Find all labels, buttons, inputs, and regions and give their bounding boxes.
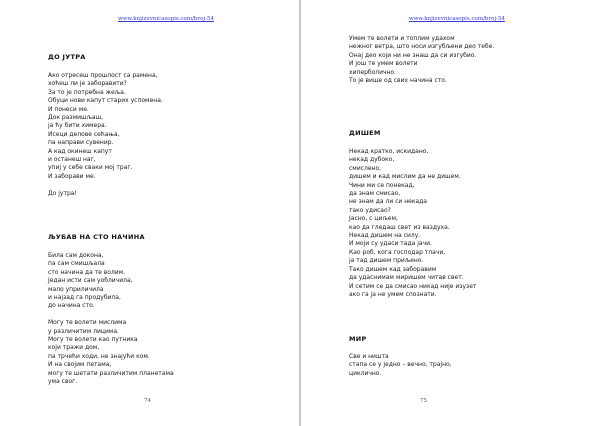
poem-line: И понеси ме. <box>48 105 89 113</box>
poem-line: ја тад дишем приљено. <box>349 257 424 265</box>
poem-line: дишем и кад мислим да не дишем. <box>349 173 461 181</box>
poem-line: И још те умем волети <box>349 60 418 68</box>
poem-line: За то је потребна жеља. <box>48 88 126 96</box>
poem-line: Онај део који ни не знаш да си изгубио. <box>349 51 477 59</box>
poem-line: и останеш наг, <box>48 156 96 164</box>
poem-line: сто начина да те волим. <box>48 268 126 276</box>
poem-line <box>48 181 163 189</box>
poem-line: да знам смисао, <box>349 190 401 198</box>
poem-line: па направи сувенир. <box>48 139 114 147</box>
poem-line: Била сам докона, <box>48 252 104 259</box>
poem-line: Ако отресеш прошлост са рамена, <box>48 72 158 79</box>
poem-line: некад дубоко, <box>349 156 395 164</box>
poem-title-do-jutra: ДО ЈУТРА <box>48 53 86 61</box>
poem-line: циклично. <box>349 369 382 377</box>
poem-line: Док размишљаш, <box>48 114 103 122</box>
left-page <box>0 0 299 426</box>
poem-title-mir: МИР <box>349 335 367 343</box>
poem-line: па трчећи ходи, не знајући ком. <box>48 352 150 360</box>
poem-line: Обуци нови капут старих успомена. <box>48 97 163 105</box>
poem-line: ако га ја не умем спознати. <box>349 290 437 298</box>
poem-line: Јасно, с циљем, <box>349 215 398 223</box>
poem-line: То је више од свих начина сто. <box>349 77 447 85</box>
poem-line: тако удисао? <box>349 206 391 214</box>
poem-title-dishem: ДИШЕМ <box>349 129 381 137</box>
poem-line: нежног ветра, што носи изгубљени део тебе. <box>349 43 495 51</box>
poem-line: Као роб, кога господар тлачи, <box>349 248 446 256</box>
poem-title-ljubav: ЉУБАВ НА СТО НАЧИНА <box>48 233 145 241</box>
poem-line: Један исти сам уобличила, <box>48 277 133 285</box>
poem-line: и најзад га продубила, <box>48 294 121 302</box>
poem-line: стапа се у једно – вечно, трајно, <box>349 361 452 369</box>
poem-line: До јутра! <box>48 189 77 197</box>
poem-line: да удаснимам миришем читав свет. <box>349 274 464 282</box>
poem-body-do-jutra <box>48 72 163 198</box>
poem-body-mir <box>349 353 452 378</box>
poem-line: Чини ми се понекад, <box>349 181 415 189</box>
poem-body-ljubav <box>48 252 174 387</box>
poem-line: па сам смишљала <box>48 260 105 268</box>
poem-line: Могу те волети мислима <box>48 319 127 327</box>
poem-line: Некад дишем на силу. <box>349 232 421 240</box>
poem-line: смислено, <box>349 164 382 172</box>
poem-line: Могу те волети као путника <box>48 336 138 344</box>
poem-line: до начина сто. <box>48 302 95 310</box>
poem-line: упиј у себе сваки мој траг. <box>48 164 133 172</box>
page-number: 74 <box>144 398 151 404</box>
poem-line: И моји су удаси тада јачи. <box>349 240 432 248</box>
poem-body-dishem <box>349 148 476 299</box>
poem-line: И заборави ме. <box>48 172 96 180</box>
poem-line: не знам да ли си некада <box>349 198 427 206</box>
poem-line: могу те шетати различитим планетама <box>48 369 174 377</box>
poem-line: мало уприличила <box>48 285 104 293</box>
page-number: 75 <box>420 398 427 404</box>
right-page <box>301 0 600 426</box>
poem-line: И сетим се да смисао никад није изузет <box>349 282 477 290</box>
poem-continuation <box>349 35 494 85</box>
poem-line: И на својим петама, <box>48 361 112 369</box>
poem-line: Све и ништа <box>349 353 389 360</box>
poem-line: ја ћу бити химера. <box>48 122 107 130</box>
poem-line: А кад окинеш капут <box>48 147 112 155</box>
poem-line: хиперболично. <box>349 68 397 76</box>
header-link[interactable]: www.knjizevnicasopis.com/broj-54 <box>409 16 505 22</box>
poem-line: који тражи дом, <box>48 344 100 352</box>
poem-line: у различитим лицима. <box>48 327 119 335</box>
poem-line: Умем те волети и топлим удахом <box>349 35 455 42</box>
poem-line: ума свог. <box>48 378 78 386</box>
poem-line <box>48 311 174 319</box>
header-link[interactable]: www.knjizevnicasopis.com/broj-54 <box>118 16 214 22</box>
poem-line: Исеци делове сећања, <box>48 130 120 138</box>
poem-line: као да гледаш свет из ваздуха. <box>349 223 450 231</box>
poem-line: Некад кратко, искидано, <box>349 148 429 155</box>
poem-line: хоћеш ли је заборавити? <box>48 80 127 88</box>
poem-line: Тако дишем кад заборавим <box>349 265 437 273</box>
